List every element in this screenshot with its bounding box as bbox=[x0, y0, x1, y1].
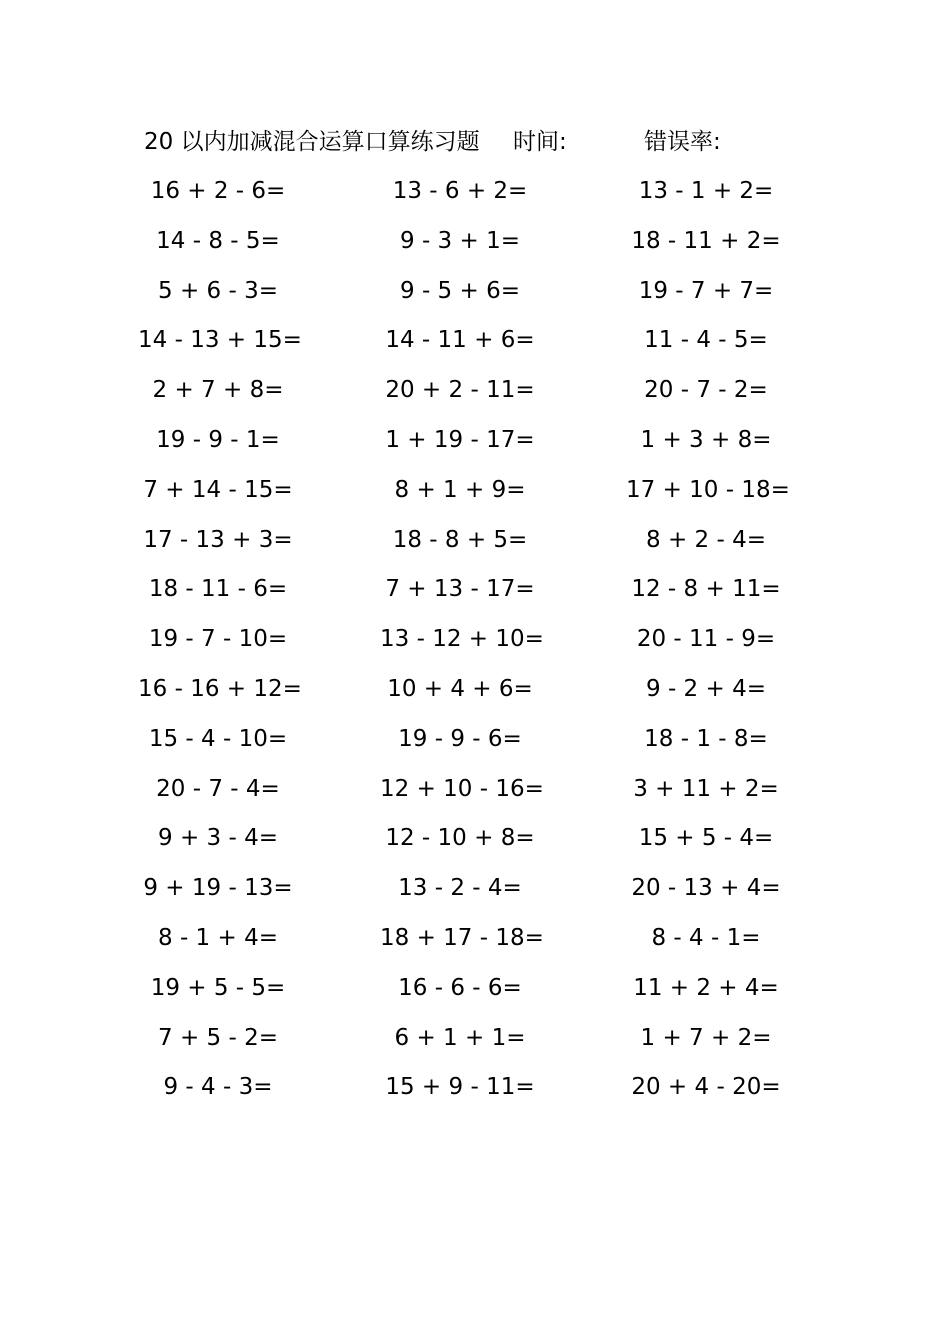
problem-item: 5 + 6 - 3= bbox=[158, 277, 278, 304]
problem-item: 20 - 13 + 4= bbox=[631, 875, 781, 902]
problem-item: 18 - 1 - 8= bbox=[644, 725, 768, 752]
problem-item: 15 + 9 - 11= bbox=[385, 1074, 535, 1101]
problem-item: 18 - 11 - 6= bbox=[148, 576, 288, 603]
problem-item: 18 + 17 - 18= bbox=[380, 924, 544, 951]
problem-item: 8 - 1 + 4= bbox=[158, 924, 278, 951]
problem-row bbox=[0, 417, 950, 467]
problem-item: 7 + 5 - 2= bbox=[158, 1024, 278, 1051]
problem-item: 14 - 13 + 15= bbox=[138, 327, 302, 354]
problem-item: 9 + 19 - 13= bbox=[143, 875, 293, 902]
problem-item: 18 - 11 + 2= bbox=[631, 227, 781, 254]
problem-item: 7 + 14 - 15= bbox=[143, 476, 293, 503]
worksheet-header bbox=[144, 124, 784, 160]
problem-item: 1 + 19 - 17= bbox=[385, 426, 535, 453]
problem-grid bbox=[0, 168, 950, 1114]
problem-item: 13 - 6 + 2= bbox=[392, 178, 528, 204]
problem-item: 13 - 2 - 4= bbox=[398, 875, 522, 902]
problem-item: 15 - 4 - 10= bbox=[148, 725, 288, 752]
problem-item: 16 - 16 + 12= bbox=[138, 675, 302, 702]
problem-item: 16 + 2 - 6= bbox=[150, 178, 286, 204]
problem-item: 8 + 2 - 4= bbox=[646, 526, 766, 553]
problem-row bbox=[0, 1015, 950, 1065]
problem-row bbox=[0, 616, 950, 666]
problem-row bbox=[0, 815, 950, 865]
problem-item: 9 + 3 - 4= bbox=[158, 825, 278, 852]
problem-row bbox=[0, 716, 950, 766]
problem-item: 2 + 7 + 8= bbox=[152, 377, 284, 404]
problem-row bbox=[0, 367, 950, 417]
problem-item: 8 - 4 - 1= bbox=[651, 924, 761, 951]
problem-row bbox=[0, 965, 950, 1015]
problem-row bbox=[0, 467, 950, 517]
problem-item: 7 + 13 - 17= bbox=[385, 576, 535, 603]
problem-row bbox=[0, 517, 950, 567]
problem-item: 12 + 10 - 16= bbox=[380, 775, 544, 802]
problem-item: 1 + 3 + 8= bbox=[640, 426, 772, 453]
problem-row bbox=[0, 915, 950, 965]
problem-item: 9 - 4 - 3= bbox=[163, 1074, 273, 1101]
problem-item: 15 + 5 - 4= bbox=[638, 825, 774, 852]
problem-row bbox=[0, 168, 950, 218]
problem-item: 17 + 10 - 18= bbox=[626, 476, 790, 503]
problem-item: 1 + 7 + 2= bbox=[640, 1024, 772, 1051]
problem-item: 19 - 9 - 1= bbox=[156, 426, 280, 453]
problem-item: 11 - 4 - 5= bbox=[644, 327, 768, 354]
problem-item: 12 - 8 + 11= bbox=[631, 576, 781, 603]
worksheet-title: 20 以内加减混合运算口算练习题 bbox=[144, 129, 480, 155]
problem-item: 19 - 7 - 10= bbox=[148, 626, 288, 653]
problem-row bbox=[0, 218, 950, 268]
problem-item: 9 - 5 + 6= bbox=[400, 277, 520, 304]
problem-item: 19 + 5 - 5= bbox=[150, 974, 286, 1001]
problem-item: 11 + 2 + 4= bbox=[633, 974, 779, 1001]
problem-row bbox=[0, 1064, 950, 1114]
problem-item: 9 - 2 + 4= bbox=[646, 675, 766, 702]
problem-item: 14 - 8 - 5= bbox=[156, 227, 280, 254]
problem-row bbox=[0, 268, 950, 318]
problem-item: 13 - 1 + 2= bbox=[638, 178, 774, 204]
problem-item: 18 - 8 + 5= bbox=[392, 526, 528, 553]
problem-item: 13 - 12 + 10= bbox=[380, 626, 544, 653]
problem-row bbox=[0, 766, 950, 816]
problem-item: 14 - 11 + 6= bbox=[385, 327, 535, 354]
problem-row bbox=[0, 566, 950, 616]
problem-item: 8 + 1 + 9= bbox=[394, 476, 526, 503]
problem-item: 19 - 9 - 6= bbox=[398, 725, 522, 752]
problem-row bbox=[0, 666, 950, 716]
problem-item: 16 - 6 - 6= bbox=[398, 974, 522, 1001]
problem-item: 17 - 13 + 3= bbox=[143, 526, 293, 553]
problem-item: 6 + 1 + 1= bbox=[394, 1024, 526, 1051]
problem-item: 20 - 11 - 9= bbox=[636, 626, 776, 653]
problem-row bbox=[0, 317, 950, 367]
problem-item: 20 + 4 - 20= bbox=[631, 1074, 781, 1101]
error-rate-label: 错误率: bbox=[644, 129, 721, 155]
problem-row bbox=[0, 865, 950, 915]
problem-item: 20 - 7 - 4= bbox=[156, 775, 280, 802]
problem-item: 12 - 10 + 8= bbox=[385, 825, 535, 852]
problem-item: 10 + 4 + 6= bbox=[387, 675, 533, 702]
problem-item: 20 - 7 - 2= bbox=[644, 377, 768, 404]
problem-item: 19 - 7 + 7= bbox=[638, 277, 774, 304]
problem-item: 3 + 11 + 2= bbox=[633, 775, 779, 802]
problem-item: 9 - 3 + 1= bbox=[400, 227, 520, 254]
problem-item: 20 + 2 - 11= bbox=[385, 377, 535, 404]
time-label: 时间: bbox=[513, 129, 567, 155]
